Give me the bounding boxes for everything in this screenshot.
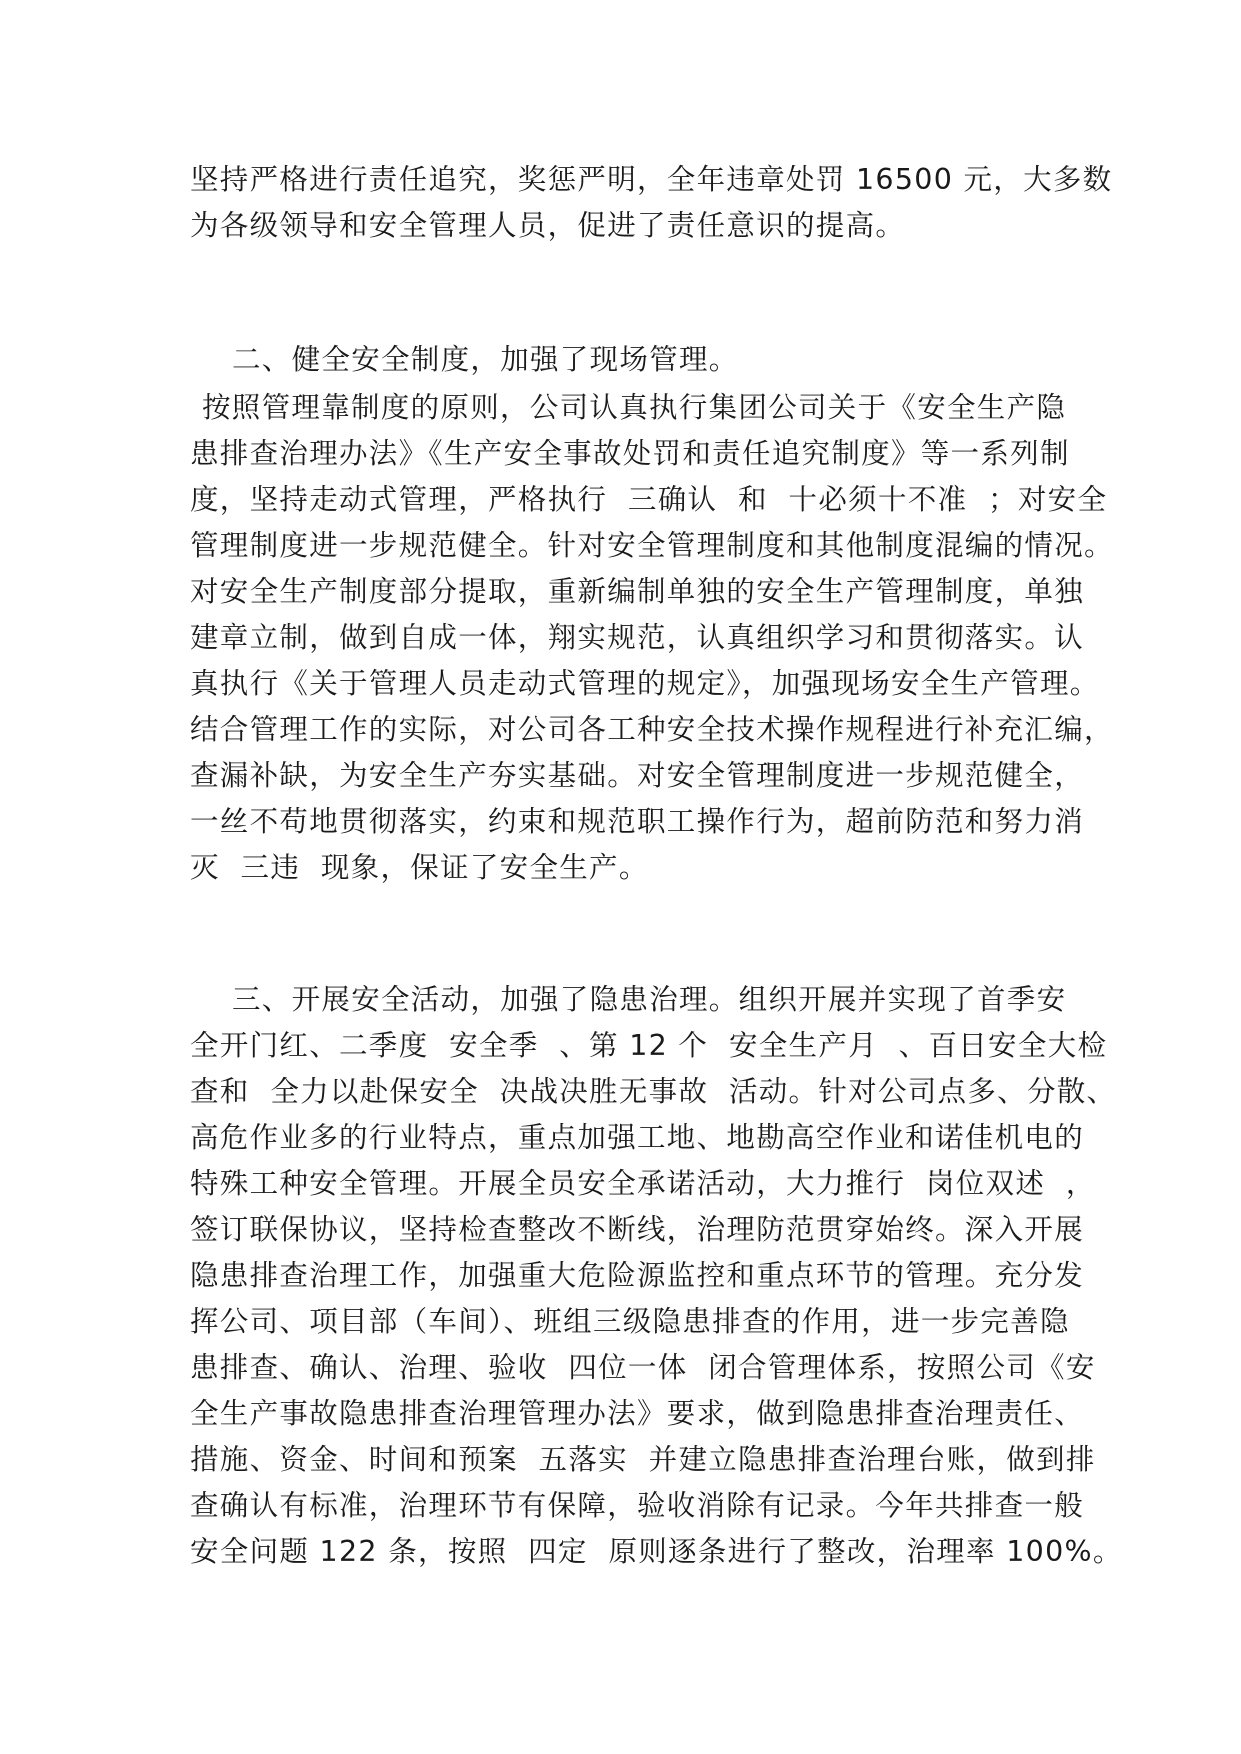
paragraph-line: 对安全生产制度部分提取，重新编制单独的安全生产管理制度，单独 [190, 575, 1085, 608]
paragraph-line: 结合管理工作的实际，对公司各工种安全技术操作规程进行补充汇编， [190, 713, 1114, 746]
paragraph-line: 查漏补缺，为安全生产夯实基础。对安全管理制度进一步规范健全， [190, 759, 1085, 792]
paragraph-line: 为各级领导和安全管理人员，促进了责任意识的提高。 [190, 209, 906, 242]
paragraph-line: 灭 三违 现象，保证了安全生产。 [190, 851, 649, 884]
paragraph-line: 坚持严格进行责任追究，奖惩严明，全年违章处罚 16500 元，大多数 [190, 163, 1113, 196]
paragraph-line: 按照管理靠制度的原则，公司认真执行集团公司关于《安全生产隐 [202, 391, 1067, 424]
paragraph-line: 管理制度进一步规范健全。针对安全管理制度和其他制度混编的情况。 [190, 529, 1114, 562]
paragraph-line: 建章立制，做到自成一体，翔实规范，认真组织学习和贯彻落实。认 [190, 621, 1085, 654]
paragraph-line: 真执行《关于管理人员走动式管理的规定》，加强现场安全生产管理。 [190, 667, 1100, 700]
paragraph-line: 全开门红、二季度 安全季 、第 12 个 安全生产月 、百日安全大检 [190, 1029, 1108, 1062]
intro-paragraph [190, 157, 1113, 249]
paragraph-line: 患排查治理办法》《生产安全事故处罚和责任追究制度》等一系列制 [190, 437, 1070, 470]
section-2-heading: 二、健全安全制度，加强了现场管理。 [232, 343, 739, 376]
paragraph-line: 一丝不苟地贯彻落实，约束和规范职工操作行为，超前防范和努力消 [190, 805, 1085, 838]
paragraph-line: 签订联保协议，坚持检查整改不断线，治理防范贯穿始终。深入开展 [190, 1213, 1085, 1246]
paragraph-line: 查和 全力以赴保安全 决战决胜无事故 活动。针对公司点多、分散、 [190, 1075, 1117, 1108]
paragraph-line: 隐患排查治理工作，加强重大危险源监控和重点环节的管理。充分发 [190, 1259, 1085, 1292]
section-3-paragraph [190, 977, 1123, 1575]
paragraph-line: 措施、资金、时间和预案 五落实 并建立隐患排查治理台账，做到排 [190, 1443, 1096, 1476]
paragraph-line: 安全问题 122 条，按照 四定 原则逐条进行了整改，治理率 100%。 [190, 1535, 1123, 1568]
section-2-paragraph [190, 385, 1114, 891]
paragraph-line: 挥公司、项目部（车间）、班组三级隐患排查的作用，进一步完善隐 [190, 1305, 1070, 1338]
paragraph-line: 特殊工种安全管理。开展全员安全承诺活动，大力推行 岗位双述 ， [190, 1167, 1096, 1200]
paragraph-line: 全生产事故隐患排查治理管理办法》要求，做到隐患排查治理责任、 [190, 1397, 1085, 1430]
paragraph-line: 三、开展安全活动，加强了隐患治理。组织开展并实现了首季安 [232, 983, 1067, 1016]
paragraph-line: 度，坚持走动式管理，严格执行 三确认 和 十必须十不准 ；对安全 [190, 483, 1108, 516]
section-2-heading-block [190, 337, 1050, 383]
paragraph-line: 查确认有标准，治理环节有保障，验收消除有记录。今年共排查一般 [190, 1489, 1085, 1522]
paragraph-line: 高危作业多的行业特点，重点加强工地、地勘高空作业和诺佳机电的 [190, 1121, 1085, 1154]
paragraph-line: 患排查、确认、治理、验收 四位一体 闭合管理体系，按照公司《安 [190, 1351, 1096, 1384]
